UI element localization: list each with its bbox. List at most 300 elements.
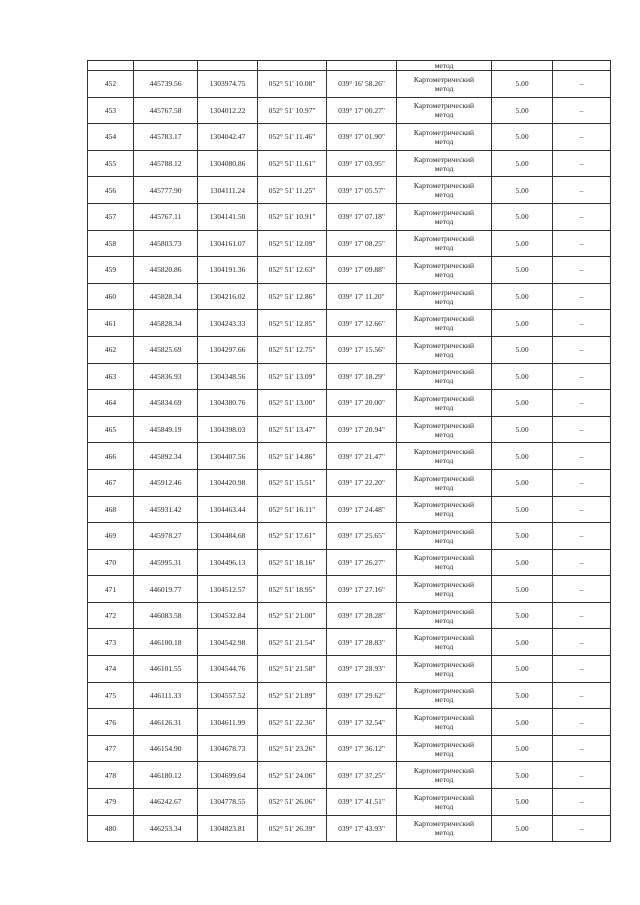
accuracy-cell: 5.00 — [492, 230, 553, 257]
method-cell — [397, 257, 492, 284]
accuracy-cell: 5.00 — [492, 363, 553, 390]
y-coordinate-cell: 1304161.07 — [198, 230, 258, 257]
longitude-cell: 039° 17' 22.20" — [327, 469, 397, 496]
method-line-2: метод — [434, 323, 454, 333]
note-cell: – — [553, 523, 611, 550]
table-row — [88, 257, 611, 284]
y-coordinate-cell: 1304191.36 — [198, 257, 258, 284]
latitude-cell: 052° 51' 13.09" — [258, 363, 327, 390]
method-cell — [397, 416, 492, 443]
table-row — [88, 71, 611, 98]
longitude-cell: 039° 17' 26.27" — [327, 549, 397, 576]
point-number-cell: 459 — [88, 257, 134, 284]
y-coordinate-cell: 1304699.64 — [198, 762, 258, 789]
y-coordinate-cell: 1304348.56 — [198, 363, 258, 390]
method-line-1: Картометрический — [413, 367, 475, 377]
table-row — [88, 443, 611, 470]
accuracy-cell: 5.00 — [492, 682, 553, 709]
point-number-cell: 458 — [88, 230, 134, 257]
x-coordinate-cell: 445834.69 — [134, 390, 198, 417]
x-coordinate-cell: 445820.86 — [134, 257, 198, 284]
y-coordinate-cell: 1304678.73 — [198, 735, 258, 762]
x-coordinate-cell: 445788.12 — [134, 150, 198, 177]
latitude-cell: 052° 51' 18.95" — [258, 576, 327, 603]
x-coordinate-cell: 445828.34 — [134, 283, 198, 310]
x-coordinate-cell: 446253.34 — [134, 815, 198, 842]
method-cell — [397, 124, 492, 151]
accuracy-cell: 5.00 — [492, 71, 553, 98]
accuracy-cell: 5.00 — [492, 815, 553, 842]
method-line-1: Картометрический — [413, 819, 475, 829]
y-coordinate-cell: 1304420.98 — [198, 469, 258, 496]
longitude-cell: 039° 17' 20.00" — [327, 390, 397, 417]
method-cell — [397, 735, 492, 762]
point-number-cell: 475 — [88, 682, 134, 709]
point-number-cell: 478 — [88, 762, 134, 789]
note-cell: – — [553, 735, 611, 762]
y-coordinate-cell: 1304778.55 — [198, 789, 258, 816]
method-line-1: Картометрический — [413, 393, 475, 403]
point-number-cell: 473 — [88, 629, 134, 656]
point-number-cell: 471 — [88, 576, 134, 603]
method-line-2: метод — [434, 269, 454, 279]
note-cell: – — [553, 576, 611, 603]
method-line-2: метод — [434, 163, 454, 173]
method-line-2: метод — [434, 562, 454, 572]
note-cell: – — [553, 416, 611, 443]
longitude-cell: 039° 17' 12.66" — [327, 310, 397, 337]
latitude-cell: 052° 51' 12.85" — [258, 310, 327, 337]
method-line-1: Картометрический — [413, 553, 475, 563]
note-cell: – — [553, 789, 611, 816]
y-coordinate-cell: 1304398.03 — [198, 416, 258, 443]
table-row — [88, 523, 611, 550]
accuracy-cell: 5.00 — [492, 416, 553, 443]
latitude-cell: 052° 51' 10.91" — [258, 203, 327, 230]
longitude-cell: 039° 17' 24.48" — [327, 496, 397, 523]
note-cell: – — [553, 762, 611, 789]
accuracy-cell: 5.00 — [492, 496, 553, 523]
method-line-1: Картометрический — [413, 287, 475, 297]
note-cell: – — [553, 709, 611, 736]
method-line-2: метод — [434, 535, 454, 545]
longitude-cell: 039° 17' 36.12" — [327, 735, 397, 762]
table-row — [88, 602, 611, 629]
table-row — [88, 709, 611, 736]
note-cell: – — [553, 443, 611, 470]
accuracy-cell: 5.00 — [492, 257, 553, 284]
x-coordinate-cell: 446180.12 — [134, 762, 198, 789]
method-line-1: Картометрический — [413, 154, 475, 164]
y-coordinate-cell: 1304407.56 — [198, 443, 258, 470]
accuracy-cell: 5.00 — [492, 203, 553, 230]
method-cell — [397, 203, 492, 230]
method-cell — [397, 310, 492, 337]
method-cell — [397, 230, 492, 257]
point-number-cell: 479 — [88, 789, 134, 816]
table-row — [88, 390, 611, 417]
accuracy-cell: 5.00 — [492, 443, 553, 470]
table-row — [88, 762, 611, 789]
method-line-2: метод — [434, 83, 454, 93]
longitude-cell: 039° 17' 27.16" — [327, 576, 397, 603]
point-number-cell: 480 — [88, 815, 134, 842]
method-line-2: метод — [434, 748, 454, 758]
accuracy-cell: 5.00 — [492, 97, 553, 124]
method-line-1: Картометрический — [413, 101, 475, 111]
table-row — [88, 735, 611, 762]
method-cell — [397, 602, 492, 629]
longitude-cell: 039° 17' 37.25" — [327, 762, 397, 789]
method-cell — [397, 523, 492, 550]
longitude-cell: 039° 17' 43.93" — [327, 815, 397, 842]
y-coordinate-cell: 1304463.44 — [198, 496, 258, 523]
note-cell: – — [553, 496, 611, 523]
table-row — [88, 363, 611, 390]
longitude-cell: 039° 17' 00.27" — [327, 97, 397, 124]
method-line-1: Картометрический — [413, 420, 475, 430]
point-number-cell: 463 — [88, 363, 134, 390]
longitude-cell: 039° 17' 28.28" — [327, 602, 397, 629]
table-row — [88, 97, 611, 124]
x-coordinate-cell: 445892.34 — [134, 443, 198, 470]
y-coordinate-cell: 1304557.52 — [198, 682, 258, 709]
x-coordinate-cell: 446126.31 — [134, 709, 198, 736]
point-number-cell: 476 — [88, 709, 134, 736]
x-coordinate-cell: 445931.42 — [134, 496, 198, 523]
method-cell — [397, 496, 492, 523]
method-line-2: метод — [434, 190, 454, 200]
x-coordinate-cell: 446154.90 — [134, 735, 198, 762]
longitude-cell: 039° 17' 05.57" — [327, 177, 397, 204]
method-line-1: Картометрический — [413, 314, 475, 324]
x-coordinate-cell: 445828.34 — [134, 310, 198, 337]
method-line-2: метод — [434, 376, 454, 386]
note-cell: – — [553, 203, 611, 230]
y-coordinate-cell: 1304297.66 — [198, 336, 258, 363]
method-line-2: метод — [434, 110, 454, 120]
latitude-cell: 052° 51' 22.36" — [258, 709, 327, 736]
x-coordinate-cell: 445825.69 — [134, 336, 198, 363]
note-cell: – — [553, 283, 611, 310]
longitude-cell: 039° 17' 03.95" — [327, 150, 397, 177]
accuracy-cell: 5.00 — [492, 469, 553, 496]
method-line-2: метод — [434, 642, 454, 652]
table-row — [88, 177, 611, 204]
method-line-1: Картометрический — [413, 340, 475, 350]
point-number-cell: 464 — [88, 390, 134, 417]
x-coordinate-cell: 445767.58 — [134, 97, 198, 124]
method-line-1: Картометрический — [413, 713, 475, 723]
point-number-cell: 467 — [88, 469, 134, 496]
point-number-cell: 456 — [88, 177, 134, 204]
latitude-cell: 052° 51' 11.61" — [258, 150, 327, 177]
latitude-cell: 052° 51' 14.86" — [258, 443, 327, 470]
x-coordinate-cell: 445912.46 — [134, 469, 198, 496]
method-line-2: метод — [434, 456, 454, 466]
table-row — [88, 310, 611, 337]
table-row — [88, 576, 611, 603]
method-line-1: Картометрический — [413, 526, 475, 536]
table-row — [88, 496, 611, 523]
table-row — [88, 203, 611, 230]
point-number-cell: 470 — [88, 549, 134, 576]
longitude-cell: 039° 17' 08.25" — [327, 230, 397, 257]
longitude-cell: 039° 17' 29.62" — [327, 682, 397, 709]
latitude-cell: 052° 51' 24.06" — [258, 762, 327, 789]
method-line-1: Картометрический — [413, 127, 475, 137]
method-cell — [397, 363, 492, 390]
latitude-cell: 052° 51' 11.25" — [258, 177, 327, 204]
method-line-2: метод — [434, 775, 454, 785]
method-line-1: Картометрический — [413, 686, 475, 696]
method-cell — [397, 390, 492, 417]
method-cell — [397, 789, 492, 816]
y-coordinate-cell: 1304111.24 — [198, 177, 258, 204]
accuracy-cell: 5.00 — [492, 390, 553, 417]
longitude-cell: 039° 16' 58.26" — [327, 71, 397, 98]
longitude-cell: 039° 17' 41.51" — [327, 789, 397, 816]
note-cell: – — [553, 230, 611, 257]
accuracy-cell: 5.00 — [492, 177, 553, 204]
longitude-cell: 039° 17' 28.83" — [327, 629, 397, 656]
y-coordinate-cell: 1304496.13 — [198, 549, 258, 576]
latitude-cell: 052° 51' 21.58" — [258, 656, 327, 683]
method-cell — [397, 469, 492, 496]
table-row — [88, 789, 611, 816]
latitude-cell: 052° 51' 12.75" — [258, 336, 327, 363]
longitude-cell: 039° 17' 25.65" — [327, 523, 397, 550]
accuracy-cell: 5.00 — [492, 523, 553, 550]
method-line-1: Картометрический — [413, 447, 475, 457]
x-coordinate-cell: 446100.18 — [134, 629, 198, 656]
table-row — [88, 656, 611, 683]
method-line-1: Картометрический — [413, 580, 475, 590]
method-line-1: Картометрический — [413, 792, 475, 802]
point-number-cell: 474 — [88, 656, 134, 683]
table-row — [88, 150, 611, 177]
method-line-1: Картометрический — [413, 500, 475, 510]
table-row — [88, 549, 611, 576]
y-coordinate-cell: 1304512.57 — [198, 576, 258, 603]
point-number-cell: 462 — [88, 336, 134, 363]
longitude-cell: 039° 17' 21.47" — [327, 443, 397, 470]
method-line-1: Картометрический — [413, 606, 475, 616]
method-cell — [397, 71, 492, 98]
accuracy-cell: 5.00 — [492, 602, 553, 629]
method-cell — [397, 97, 492, 124]
latitude-cell: 052° 51' 21.00" — [258, 602, 327, 629]
method-cell — [397, 549, 492, 576]
y-coordinate-cell: 1304380.76 — [198, 390, 258, 417]
method-line-2: метод — [434, 695, 454, 705]
method-line-1: Картометрический — [413, 260, 475, 270]
x-coordinate-cell: 445777.90 — [134, 177, 198, 204]
x-coordinate-cell: 446083.58 — [134, 602, 198, 629]
longitude-cell: 039° 17' 18.29" — [327, 363, 397, 390]
accuracy-cell: 5.00 — [492, 789, 553, 816]
table-row — [88, 469, 611, 496]
longitude-cell: 039° 17' 01.90" — [327, 124, 397, 151]
longitude-cell: 039° 17' 07.18" — [327, 203, 397, 230]
method-line-2: метод — [434, 243, 454, 253]
latitude-cell: 052° 51' 12.63" — [258, 257, 327, 284]
method-cell — [397, 576, 492, 603]
method-line-2: метод — [434, 615, 454, 625]
longitude-cell: 039° 17' 15.56" — [327, 336, 397, 363]
latitude-cell: 052° 51' 16.11" — [258, 496, 327, 523]
latitude-cell: 052° 51' 23.26" — [258, 735, 327, 762]
accuracy-cell: 5.00 — [492, 629, 553, 656]
method-line-1: Картометрический — [413, 74, 475, 84]
method-cell — [397, 443, 492, 470]
y-coordinate-cell: 1304532.84 — [198, 602, 258, 629]
method-line-2: метод — [434, 828, 454, 838]
point-number-cell: 460 — [88, 283, 134, 310]
x-coordinate-cell: 445849.19 — [134, 416, 198, 443]
latitude-cell: 052° 51' 11.46" — [258, 124, 327, 151]
table-row — [88, 629, 611, 656]
method-line-2: метод — [434, 136, 454, 146]
method-line-1: Картометрический — [413, 766, 475, 776]
method-cell — [397, 682, 492, 709]
x-coordinate-cell: 446242.67 — [134, 789, 198, 816]
point-number-cell: 469 — [88, 523, 134, 550]
y-coordinate-cell: 1304542.98 — [198, 629, 258, 656]
point-number-cell: 468 — [88, 496, 134, 523]
y-coordinate-cell: 1304611.99 — [198, 709, 258, 736]
note-cell: – — [553, 390, 611, 417]
y-coordinate-cell: 1304243.33 — [198, 310, 258, 337]
method-line-2: метод — [434, 722, 454, 732]
table-row — [88, 682, 611, 709]
latitude-cell: 052° 51' 12.09" — [258, 230, 327, 257]
latitude-cell: 052° 51' 13.47" — [258, 416, 327, 443]
point-number-cell: 477 — [88, 735, 134, 762]
y-coordinate-cell: 1303974.75 — [198, 71, 258, 98]
point-number-cell: 454 — [88, 124, 134, 151]
method-line-2: метод — [434, 402, 454, 412]
accuracy-cell: 5.00 — [492, 283, 553, 310]
longitude-cell: 039° 17' 11.20" — [327, 283, 397, 310]
method-cell — [397, 629, 492, 656]
method-line-2: метод — [434, 482, 454, 492]
note-cell: – — [553, 124, 611, 151]
method-line-1: Картометрический — [413, 739, 475, 749]
method-cell — [397, 336, 492, 363]
latitude-cell: 052° 51' 10.08" — [258, 71, 327, 98]
y-coordinate-cell: 1304012.22 — [198, 97, 258, 124]
note-cell: – — [553, 602, 611, 629]
latitude-cell: 052° 51' 18.16" — [258, 549, 327, 576]
y-coordinate-cell: 1304216.02 — [198, 283, 258, 310]
y-coordinate-cell: 1304484.68 — [198, 523, 258, 550]
note-cell: – — [553, 656, 611, 683]
method-line-2: метод — [434, 589, 454, 599]
latitude-cell: 052° 51' 13.00" — [258, 390, 327, 417]
accuracy-cell: 5.00 — [492, 735, 553, 762]
x-coordinate-cell: 446101.55 — [134, 656, 198, 683]
latitude-cell: 052° 51' 26.06" — [258, 789, 327, 816]
table-row — [88, 815, 611, 842]
method-cell — [397, 709, 492, 736]
note-cell: – — [553, 97, 611, 124]
method-cell: метод — [397, 61, 492, 71]
accuracy-cell: 5.00 — [492, 150, 553, 177]
point-number-cell: 472 — [88, 602, 134, 629]
method-cell — [397, 177, 492, 204]
accuracy-cell: 5.00 — [492, 709, 553, 736]
y-coordinate-cell: 1304823.81 — [198, 815, 258, 842]
table-row — [88, 336, 611, 363]
accuracy-cell: 5.00 — [492, 762, 553, 789]
method-line-2: метод — [434, 216, 454, 226]
x-coordinate-cell: 445739.56 — [134, 71, 198, 98]
method-line-2: метод — [434, 509, 454, 519]
point-number-cell: 457 — [88, 203, 134, 230]
table-row — [88, 283, 611, 310]
accuracy-cell: 5.00 — [492, 549, 553, 576]
x-coordinate-cell: 445803.73 — [134, 230, 198, 257]
point-number-cell: 455 — [88, 150, 134, 177]
accuracy-cell: 5.00 — [492, 576, 553, 603]
latitude-cell: 052° 51' 17.61" — [258, 523, 327, 550]
point-number-cell: 466 — [88, 443, 134, 470]
note-cell: – — [553, 363, 611, 390]
accuracy-cell: 5.00 — [492, 124, 553, 151]
method-line-1: Картометрический — [413, 207, 475, 217]
accuracy-cell: 5.00 — [492, 336, 553, 363]
method-line-2: метод — [434, 801, 454, 811]
note-cell: – — [553, 310, 611, 337]
method-line-1: Картометрический — [413, 659, 475, 669]
accuracy-cell: 5.00 — [492, 656, 553, 683]
longitude-cell: 039° 17' 32.54" — [327, 709, 397, 736]
table-row — [88, 230, 611, 257]
y-coordinate-cell: 1304141.50 — [198, 203, 258, 230]
note-cell: – — [553, 629, 611, 656]
note-cell: – — [553, 71, 611, 98]
latitude-cell: 052° 51' 12.86" — [258, 283, 327, 310]
method-line-2: метод — [434, 429, 454, 439]
method-line-1: Картометрический — [413, 633, 475, 643]
longitude-cell: 039° 17' 28.93" — [327, 656, 397, 683]
method-line-2: метод — [434, 296, 454, 306]
y-coordinate-cell: 1304080.86 — [198, 150, 258, 177]
longitude-cell: 039° 17' 20.94" — [327, 416, 397, 443]
point-number-cell: 452 — [88, 71, 134, 98]
latitude-cell: 052° 51' 26.39" — [258, 815, 327, 842]
note-cell: – — [553, 815, 611, 842]
latitude-cell: 052° 51' 15.51" — [258, 469, 327, 496]
table-row — [88, 124, 611, 151]
method-line-2: метод — [434, 349, 454, 359]
x-coordinate-cell: 445978.27 — [134, 523, 198, 550]
point-number-cell: 461 — [88, 310, 134, 337]
table-row-continued — [88, 61, 611, 71]
x-coordinate-cell: 445783.17 — [134, 124, 198, 151]
latitude-cell: 052° 51' 21.54" — [258, 629, 327, 656]
y-coordinate-cell: 1304042.47 — [198, 124, 258, 151]
method-cell — [397, 656, 492, 683]
accuracy-cell: 5.00 — [492, 310, 553, 337]
note-cell: – — [553, 257, 611, 284]
x-coordinate-cell: 445767.11 — [134, 203, 198, 230]
x-coordinate-cell: 446019.77 — [134, 576, 198, 603]
note-cell: – — [553, 469, 611, 496]
y-coordinate-cell: 1304544.76 — [198, 656, 258, 683]
method-line-2: метод — [434, 668, 454, 678]
